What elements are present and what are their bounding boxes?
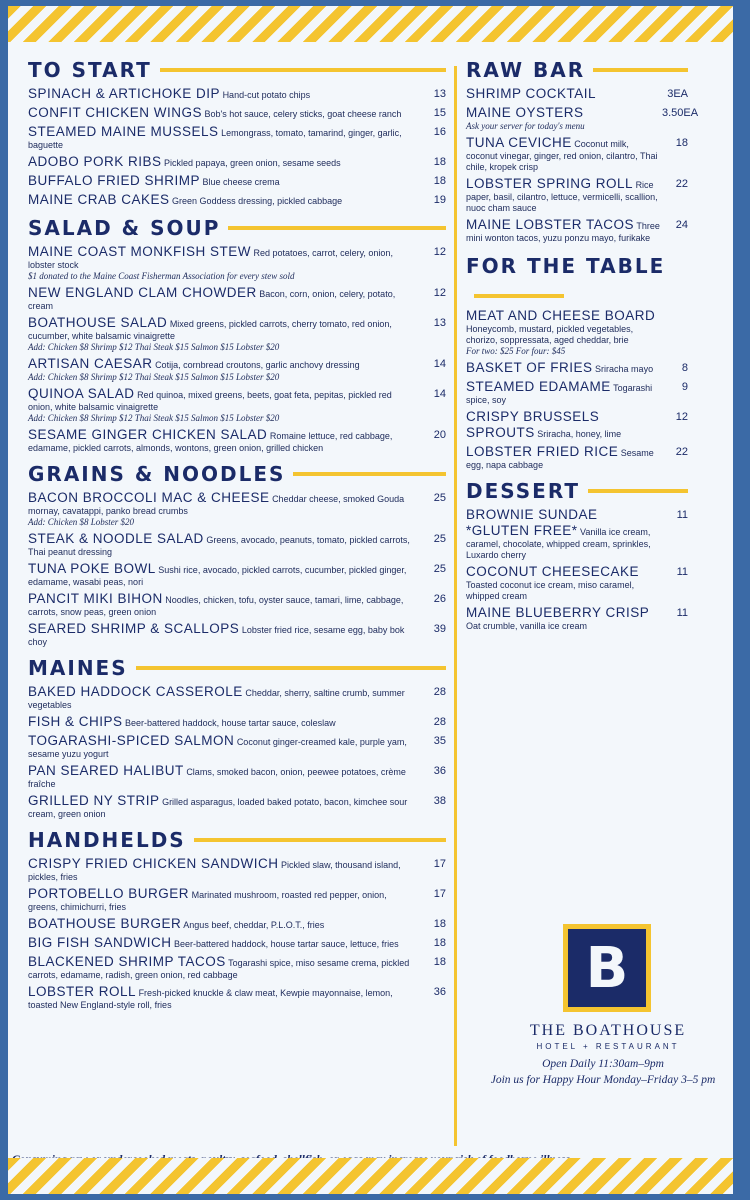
menu-item — [28, 954, 446, 981]
menu-item-body — [28, 591, 416, 618]
menu-item — [466, 105, 699, 132]
menu-item-body — [466, 444, 662, 471]
menu-item-body — [28, 856, 416, 883]
menu-item-body — [28, 684, 416, 711]
menu-item-name: BIG FISH SANDWICH — [28, 935, 172, 950]
menu-item-description: Sriracha, honey, lime — [537, 429, 622, 439]
menu-item-price: 19 — [433, 194, 446, 206]
menu-item-name: BACON BROCCOLI MAC & CHEESE — [28, 490, 270, 505]
menu-item-name: STEAMED EDAMAME — [466, 379, 611, 394]
menu-item-note: Ask your server for today's menu — [466, 121, 585, 131]
menu-item-price: 3EA — [667, 88, 688, 100]
menu-item-name: PORTOBELLO BURGER — [28, 886, 190, 901]
menu-item — [28, 105, 446, 121]
menu-item-note: Add: Chicken $8 Lobster $20 — [28, 517, 134, 527]
menu-item-body — [28, 733, 416, 760]
menu-item-description: Lobster fried rice, sesame egg, baby bok choy — [28, 625, 405, 647]
happy-hour-note: Join us for Happy Hour Monday–Friday 3–5 pm — [490, 1074, 716, 1086]
menu-item-body — [28, 714, 416, 730]
menu-item-body — [28, 954, 416, 981]
menu-item-price: 14 — [433, 388, 446, 400]
menu-item-description: Bob's hot sauce, celery sticks, goat cheese ranch — [204, 109, 402, 119]
menu-item-name: SEARED SHRIMP & SCALLOPS — [28, 621, 240, 636]
menu-item — [28, 386, 446, 424]
menu-item-name: BROWNIE SUNDAE *GLUTEN FREE* — [466, 507, 598, 538]
menu-item — [28, 621, 446, 648]
menu-item-description: Green Goddess dressing, pickled cabbage — [172, 196, 343, 206]
menu-item — [28, 244, 446, 282]
menu-item-name: COCONUT CHEESECAKE — [466, 564, 640, 579]
menu-item-name: FISH & CHIPS — [28, 714, 123, 729]
menu-item-price: 13 — [433, 88, 446, 100]
menu-item-name: MAINE OYSTERS — [466, 105, 584, 120]
section-title: RAW BAR — [466, 58, 586, 82]
menu-section — [28, 462, 446, 648]
menu-item-price: 17 — [433, 858, 446, 870]
menu-item — [466, 409, 688, 441]
menu-item-name: LOBSTER FRIED RICE — [466, 444, 619, 459]
menu-item-body — [28, 886, 416, 913]
menu-page — [8, 6, 733, 1194]
menu-item-name: STEAK & NOODLE SALAD — [28, 531, 204, 546]
menu-item — [28, 591, 446, 618]
menu-item-body — [28, 105, 416, 121]
menu-item — [28, 984, 446, 1011]
section-heading — [28, 656, 446, 680]
section-title: DESSERT — [466, 479, 580, 503]
logo-letter: B — [585, 935, 629, 1001]
section-heading — [466, 58, 688, 82]
menu-section — [466, 58, 699, 244]
menu-item-body — [28, 561, 416, 588]
section-divider-bar — [160, 68, 446, 72]
menu-item-body — [28, 793, 416, 820]
menu-item-name: ADOBO PORK RIBS — [28, 154, 162, 169]
menu-item-body — [28, 531, 416, 558]
menu-section — [28, 216, 446, 454]
menu-item — [28, 531, 446, 558]
menu-item-note: For two: $25 For four: $45 — [466, 346, 566, 356]
section-heading — [28, 462, 446, 486]
menu-item-body — [466, 409, 662, 441]
menu-item-body — [28, 935, 416, 951]
menu-item-body — [466, 308, 662, 357]
menu-section — [28, 828, 446, 1011]
menu-item-body — [28, 621, 416, 648]
menu-item — [28, 793, 446, 820]
menu-item-body — [28, 244, 416, 282]
menu-item-name: MAINE LOBSTER TACOS — [466, 217, 635, 232]
section-title: FOR THE TABLE — [466, 254, 666, 278]
menu-item-price: 36 — [433, 765, 446, 777]
opening-hours: Open Daily 11:30am–9pm — [542, 1058, 664, 1070]
menu-item-description: Togarashi spice, soy — [466, 383, 653, 405]
menu-item-description: Noodles, chicken, tofu, oyster sauce, tamari, lime, cabbage, carrots, snow peas, green onion — [28, 595, 404, 617]
section-divider-bar — [194, 838, 446, 842]
section-divider-bar — [588, 489, 688, 493]
menu-item-description: Toasted coconut ice cream, miso caramel, whipped cream — [466, 580, 635, 601]
menu-item-name: LOBSTER SPRING ROLL — [466, 176, 634, 191]
menu-item-description: Cotija, cornbread croutons, garlic anchovy dressing — [155, 360, 360, 370]
section-title: MAINES — [28, 656, 128, 680]
menu-item-price: 24 — [675, 219, 688, 231]
menu-item-description: Greens, avocado, peanuts, tomato, pickled carrots, Thai peanut dressing — [28, 535, 410, 557]
menu-item-price: 25 — [433, 563, 446, 575]
menu-item-description: Rice paper, basil, cilantro, lettuce, vermicelli, scallion, nuoc cham sauce — [466, 180, 658, 213]
menu-item-price: 25 — [433, 533, 446, 545]
menu-item-name: STEAMED MAINE MUSSELS — [28, 124, 219, 139]
section-divider-bar — [593, 68, 688, 72]
menu-item-name: CRISPY BRUSSELS SPROUTS — [466, 409, 600, 440]
menu-item-name: BOATHOUSE SALAD — [28, 315, 168, 330]
menu-item-description: Sesame egg, napa cabbage — [466, 448, 654, 470]
menu-item-description: Red quinoa, mixed greens, beets, goat feta, pepitas, pickled red onion, white balsamic vinaigrette — [28, 390, 392, 412]
menu-item-price: 11 — [676, 607, 688, 619]
menu-item-name: MAINE CRAB CAKES — [28, 192, 170, 207]
menu-item-body — [28, 763, 416, 790]
menu-item-price: 35 — [433, 735, 446, 747]
menu-item-name: GRILLED NY STRIP — [28, 793, 160, 808]
menu-item-description: Fresh-picked knuckle & claw meat, Kewpie mayonnaise, lemon, toasted New England-style roll, fries — [28, 988, 393, 1010]
menu-item-body — [466, 135, 662, 173]
menu-item-name: LOBSTER ROLL — [28, 984, 137, 999]
menu-item-body — [466, 360, 662, 376]
menu-item-description: Coconut milk, coconut vinegar, ginger, red onion, cilantro, Thai chile, kropek crisp — [466, 139, 658, 172]
menu-item-description: Marinated mushroom, roasted red pepper, onion, greens, chimichurri, fries — [28, 890, 387, 912]
menu-item — [466, 135, 688, 173]
menu-item — [466, 444, 688, 471]
menu-item — [28, 886, 446, 913]
menu-item — [466, 176, 688, 214]
menu-item-body — [28, 386, 416, 424]
menu-item — [466, 379, 688, 406]
menu-item-price: 12 — [433, 246, 446, 258]
menu-item-name: SHRIMP COCKTAIL — [466, 86, 597, 101]
menu-item-description: Beer-battered haddock, house tartar sauce, lettuce, fries — [174, 939, 399, 949]
menu-item-description: Coconut ginger-creamed kale, purple yam, sesame yuzu yogurt — [28, 737, 407, 759]
menu-item — [28, 561, 446, 588]
menu-section — [466, 252, 688, 471]
menu-item — [28, 916, 446, 932]
menu-item-price: 18 — [433, 937, 446, 949]
menu-item — [466, 360, 688, 376]
menu-item-body — [28, 916, 416, 932]
menu-item-note: $1 donated to the Maine Coast Fisherman Association for every stew sold — [28, 271, 295, 281]
menu-item-description: Vanilla ice cream, caramel, chocolate, whipped cream, sprinkles, Luxardo cherry — [466, 527, 651, 560]
menu-item — [28, 684, 446, 711]
menu-item-name: PANCIT MIKI BIHON — [28, 591, 163, 606]
menu-item-description: Red potatoes, carrot, celery, onion, lobster stock — [28, 248, 393, 270]
menu-item-description: Honeycomb, mustard, pickled vegetables, chorizo, soppressata, aged cheddar, brie — [466, 324, 634, 345]
menu-item — [28, 427, 446, 454]
menu-item — [28, 490, 446, 528]
menu-item-description: Grilled asparagus, loaded baked potato, bacon, kimchee sour cream, green onion — [28, 797, 408, 819]
left-column — [28, 58, 446, 1019]
menu-item-name: BLACKENED SHRIMP TACOS — [28, 954, 226, 969]
menu-item-note: Add: Chicken $8 Shrimp $12 Thai Steak $15 Salmon $15 Lobster $20 — [28, 342, 280, 352]
menu-item-price: 18 — [433, 956, 446, 968]
section-heading — [28, 216, 446, 240]
section-title: TO START — [28, 58, 152, 82]
menu-item-name: BUFFALO FRIED SHRIMP — [28, 173, 201, 188]
menu-item-price: 3.50EA — [662, 107, 699, 119]
menu-item-body — [28, 984, 416, 1011]
menu-item-name: MAINE COAST MONKFISH STEW — [28, 244, 252, 259]
menu-item-description: Cheddar cheese, smoked Gouda mornay, cavatappi, panko bread crumbs — [28, 494, 405, 516]
menu-item-description: Three mini wonton tacos, yuzu ponzu mayo, furikake — [466, 221, 660, 243]
menu-item-description: Clams, smoked bacon, onion, peewee potatoes, crème fraîche — [28, 767, 406, 789]
menu-item — [28, 763, 446, 790]
menu-item — [466, 605, 688, 632]
menu-item-body — [466, 379, 662, 406]
menu-item — [466, 86, 688, 102]
menu-item-description: Sushi rice, avocado, pickled carrots, cucumber, pickled ginger, edamame, wasabi peas, nori — [28, 565, 407, 587]
menu-item — [466, 564, 688, 602]
section-heading — [28, 58, 446, 82]
menu-item — [28, 86, 446, 102]
menu-item-price: 18 — [433, 156, 446, 168]
section-title: HANDHELDS — [28, 828, 186, 852]
brand-subtitle: HOTEL + RESTAURANT — [536, 1042, 680, 1051]
section-divider-bar — [228, 226, 446, 230]
menu-item — [28, 192, 446, 208]
menu-item-price: 22 — [675, 446, 688, 458]
menu-item-name: CRISPY FRIED CHICKEN SANDWICH — [28, 856, 279, 871]
menu-item-body — [466, 564, 662, 602]
menu-item-body — [28, 315, 416, 353]
menu-item-price: 20 — [433, 429, 446, 441]
menu-item-description: Romaine lettuce, red cabbage, edamame, pickled carrots, almonds, wontons, green onion, grilled chicken — [28, 431, 393, 453]
section-heading — [466, 479, 688, 503]
boathouse-logo — [563, 924, 651, 1012]
menu-item-body — [466, 217, 662, 244]
menu-item-name: SESAME GINGER CHICKEN SALAD — [28, 427, 268, 442]
menu-item-price: 11 — [676, 566, 688, 578]
menu-item-name: QUINOA SALAD — [28, 386, 135, 401]
section-divider-bar — [136, 666, 446, 670]
menu-item-description: Lemongrass, tomato, tamarind, ginger, garlic, baguette — [28, 128, 402, 150]
menu-item-description: Hand-cut potato chips — [222, 90, 311, 100]
menu-item-description: Angus beef, cheddar, P.L.O.T., fries — [183, 920, 325, 930]
menu-item-body — [28, 173, 416, 189]
menu-item — [466, 217, 688, 244]
menu-item — [28, 315, 446, 353]
menu-item-name: CONFIT CHICKEN WINGS — [28, 105, 203, 120]
menu-item-body — [28, 154, 416, 170]
menu-item-name: ARTISAN CAESAR — [28, 356, 153, 371]
menu-item-name: BAKED HADDOCK CASSEROLE — [28, 684, 243, 699]
menu-item-price — [662, 308, 688, 310]
menu-item-description: Togarashi spice, miso sesame crema, pickled carrots, edamame, radish, green onion, red cabbage — [28, 958, 410, 980]
menu-item — [466, 308, 688, 357]
menu-item — [28, 356, 446, 383]
menu-item-price: 26 — [433, 593, 446, 605]
menu-item — [28, 856, 446, 883]
bottom-stripe-border — [8, 1158, 733, 1194]
menu-item-price: 13 — [433, 317, 446, 329]
menu-item-name: TUNA POKE BOWL — [28, 561, 156, 576]
menu-item-price: 18 — [433, 918, 446, 930]
menu-item-price: 14 — [433, 358, 446, 370]
menu-item-price: 18 — [675, 137, 688, 149]
menu-item-note: Add: Chicken $8 Shrimp $12 Thai Steak $15 Salmon $15 Lobster $20 — [28, 413, 280, 423]
top-stripe-border — [8, 6, 733, 42]
menu-item-name: TUNA CEVICHE — [466, 135, 572, 150]
menu-item-body — [28, 285, 416, 312]
menu-item — [28, 714, 446, 730]
menu-item-price: 11 — [676, 509, 688, 521]
menu-item-description: Sriracha mayo — [595, 364, 654, 374]
menu-item-price: 22 — [675, 178, 688, 190]
menu-item-description: Cheddar, sherry, saltine crumb, summer vegetables — [28, 688, 405, 710]
section-divider-bar — [293, 472, 446, 476]
menu-item-description: Mixed greens, pickled carrots, cherry tomato, red onion, cucumber, white balsamic vinaigrette — [28, 319, 392, 341]
menu-item-body — [28, 427, 416, 454]
section-heading — [28, 828, 446, 852]
menu-item-body — [28, 490, 416, 528]
menu-item-price: 17 — [433, 888, 446, 900]
menu-item-description: Pickled papaya, green onion, sesame seeds — [164, 158, 341, 168]
menu-item-body — [466, 507, 662, 561]
menu-section — [28, 58, 446, 208]
menu-item-body — [466, 105, 662, 132]
menu-item-body — [466, 176, 662, 214]
section-title: SALAD & SOUP — [28, 216, 221, 240]
section-title: GRAINS & NOODLES — [28, 462, 286, 486]
brand-name: THE BOATHOUSE — [529, 1022, 687, 1039]
menu-item — [28, 173, 446, 189]
menu-item-price: 38 — [433, 795, 446, 807]
menu-item-body — [28, 86, 416, 102]
menu-item-price: 12 — [433, 287, 446, 299]
menu-item-price: 25 — [433, 492, 446, 504]
menu-item-price: 12 — [675, 411, 688, 423]
menu-item-body — [28, 356, 416, 383]
menu-item-price: 36 — [433, 986, 446, 998]
menu-item-body — [28, 192, 416, 208]
menu-section — [466, 479, 688, 632]
menu-item — [28, 154, 446, 170]
menu-item — [28, 285, 446, 312]
menu-item-description: Beer-battered haddock, house tartar sauce, coleslaw — [125, 718, 336, 728]
menu-item-price: 8 — [681, 362, 688, 374]
menu-item-price: 16 — [433, 126, 446, 138]
menu-item-description: Pickled slaw, thousand island, pickles, fries — [28, 860, 401, 882]
menu-item-description: Blue cheese crema — [202, 177, 280, 187]
menu-item-name: TOGARASHI-SPICED SALMON — [28, 733, 235, 748]
menu-item-body — [466, 605, 662, 632]
column-divider — [454, 66, 457, 1146]
section-heading — [466, 252, 688, 308]
menu-item-note: Add: Chicken $8 Shrimp $12 Thai Steak $15 Salmon $15 Lobster $20 — [28, 372, 280, 382]
menu-item-name: NEW ENGLAND CLAM CHOWDER — [28, 285, 257, 300]
menu-item-name: MEAT AND CHEESE BOARD — [466, 308, 656, 323]
menu-item-name: MAINE BLUEBERRY CRISP — [466, 605, 650, 620]
menu-item-price: 18 — [433, 175, 446, 187]
menu-item-price: 28 — [433, 686, 446, 698]
menu-item-name: BASKET OF FRIES — [466, 360, 593, 375]
menu-item-description: Bacon, corn, onion, celery, potato, cream — [28, 289, 396, 311]
menu-item-name: SPINACH & ARTICHOKE DIP — [28, 86, 221, 101]
menu-item-price: 9 — [681, 381, 688, 393]
menu-item-price: 39 — [433, 623, 446, 635]
menu-item-body — [466, 86, 662, 102]
menu-item — [466, 507, 688, 561]
menu-item-body — [28, 124, 416, 151]
menu-item-price: 28 — [433, 716, 446, 728]
menu-item-name: PAN SEARED HALIBUT — [28, 763, 184, 778]
menu-item-description: Oat crumble, vanilla ice cream — [466, 621, 588, 631]
menu-item-price: 15 — [433, 107, 446, 119]
right-column — [466, 58, 699, 640]
menu-item — [28, 124, 446, 151]
menu-item — [28, 935, 446, 951]
menu-section — [28, 656, 446, 820]
section-divider-bar — [474, 294, 564, 298]
menu-item — [28, 733, 446, 760]
menu-item-name: BOATHOUSE BURGER — [28, 916, 182, 931]
